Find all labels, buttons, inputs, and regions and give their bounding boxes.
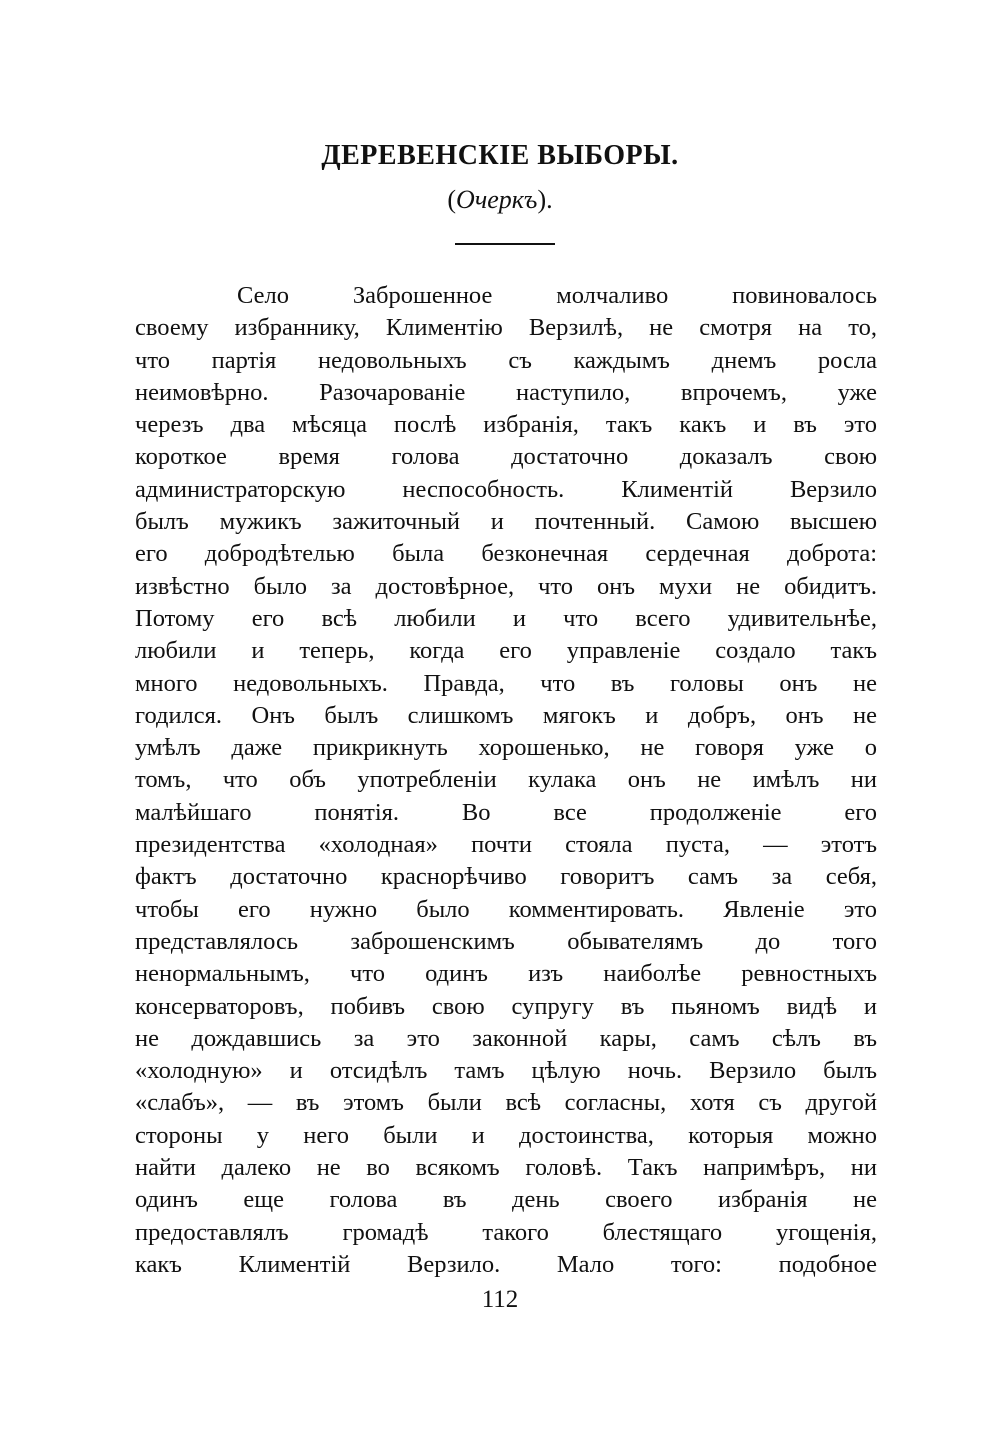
text-line: черезъ два мѣсяца послѣ избранія, такъ какъ и въ это	[135, 411, 877, 439]
chapter-subtitle	[0, 185, 1000, 215]
text-line: былъ мужикъ зажиточный и почтенный. Самою высшею	[135, 508, 877, 536]
text-line: Потому его всѣ любили и что всего удивительнѣе,	[135, 604, 877, 632]
text-line: короткое время голова достаточно доказалъ свою	[135, 443, 877, 471]
text-line: что партія недовольныхъ съ каждымъ днемъ росла	[135, 346, 877, 374]
page-number: 112	[481, 1286, 519, 1313]
text-line: фактъ достаточно краснорѣчиво говоритъ самъ за себя,	[135, 863, 877, 891]
text-line: «слабъ», — въ этомъ были всѣ согласны, хотя съ другой	[135, 1089, 877, 1117]
text-line: какъ Климентій Верзило. Мало того: подобное	[135, 1250, 877, 1278]
text-line: одинъ еще голова въ день своего избранія не	[135, 1186, 877, 1214]
text-line: ненормальнымъ, что одинъ изъ наиболѣе ревностныхъ	[135, 960, 877, 988]
text-line: томъ, что объ употребленіи кулака онъ не имѣлъ ни	[135, 766, 877, 794]
text-line: найти далеко не во всякомъ головѣ. Такъ напримѣръ, ни	[135, 1154, 877, 1182]
text-line: много недовольныхъ. Правда, что въ головы онъ не	[135, 669, 877, 697]
text-line: представлялось заброшенскимъ обывателямъ до того	[135, 927, 877, 955]
body-text	[135, 280, 877, 1281]
subtitle-text: Очеркъ	[456, 185, 538, 214]
text-line: его добродѣтелью была безконечная сердечная доброта:	[135, 540, 877, 568]
text-line: консерваторовъ, побивъ свою супругу въ пьяномъ видѣ и	[135, 992, 877, 1020]
text-line: стороны у него были и достоинства, которыя можно	[135, 1121, 877, 1149]
text-line: предоставлялъ громадѣ такого блестящаго угощенія,	[135, 1218, 877, 1246]
title-divider	[455, 243, 555, 245]
chapter-title: ДЕРЕВЕНСКІЕ ВЫБОРЫ.	[321, 140, 679, 171]
text-line: малѣйшаго понятія. Во все продолженіе его	[135, 798, 877, 826]
text-line: годился. Онъ былъ слишкомъ мягокъ и добръ, онъ не	[135, 701, 877, 729]
text-line: президентства «холодная» почти стояла пуста, — этотъ	[135, 831, 877, 859]
text-line: администраторскую неспособность. Климентій Верзило	[135, 475, 877, 503]
text-line: извѣстно было за достовѣрное, что онъ мухи не обидитъ.	[135, 572, 877, 600]
text-line: «холодную» и отсидѣлъ тамъ цѣлую ночь. Верзило былъ	[135, 1057, 877, 1085]
text-line: любили и теперь, когда его управленіе создало такъ	[135, 637, 877, 665]
text-line: умѣлъ даже прикрикнуть хорошенько, не говоря уже о	[135, 734, 877, 762]
subtitle-open-paren: (	[447, 185, 457, 214]
subtitle-close-paren: ).	[537, 185, 553, 214]
text-line: неимовѣрно. Разочарованіе наступило, впрочемъ, уже	[135, 378, 877, 406]
text-line: не дождавшись за это законной кары, самъ сѣлъ въ	[135, 1024, 877, 1052]
text-line: чтобы его нужно было комментировать. Явленіе это	[135, 895, 877, 923]
text-line: своему избраннику, Климентію Верзилѣ, не смотря на то,	[135, 314, 877, 342]
text-line: Село Заброшенное молчаливо повиновалось	[237, 282, 877, 309]
